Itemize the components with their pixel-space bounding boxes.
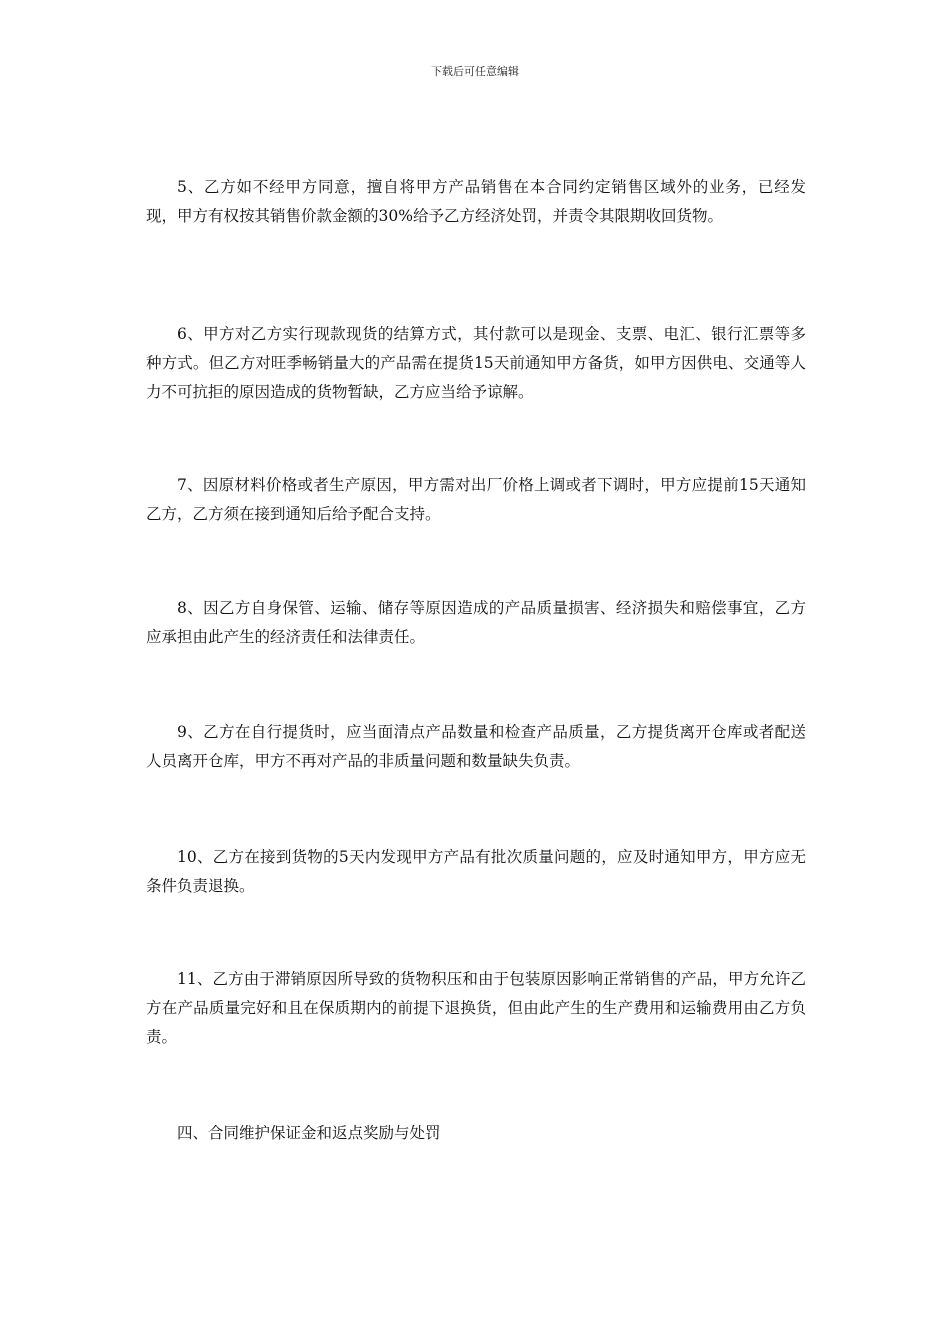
section-4-heading: 四、合同维护保证金和返点奖励与处罚 [177, 1124, 441, 1142]
clause-9-paragraph: 9、乙方在自行提货时，应当面清点产品数量和检查产品质量，乙方提货离开仓库或者配送人员离开仓库，甲方不再对产品的非质量问题和数量缺失负责。 [146, 723, 806, 770]
clause-10-paragraph: 10、乙方在接到货物的5天内发现甲方产品有批次质量问题的，应及时通知甲方，甲方应无条件负责退换。 [146, 848, 806, 895]
clause-6-paragraph: 6、甲方对乙方实行现款现货的结算方式，其付款可以是现金、支票、电汇、银行汇票等多种方式。但乙方对旺季畅销量大的产品需在提货15天前通知甲方备货，如甲方因供电、交通等人力不可抗拒的原因造成的货物暂缺，乙方应当给予谅解。 [146, 325, 806, 401]
clause-7-paragraph: 7、因原材料价格或者生产原因，甲方需对出厂价格上调或者下调时，甲方应提前15天通知乙方，乙方须在接到通知后给予配合支持。 [146, 476, 806, 523]
clause-8-paragraph: 8、因乙方自身保管、运输、储存等原因造成的产品质量损害、经济损失和赔偿事宜，乙方应承担由此产生的经济责任和法律责任。 [146, 599, 806, 646]
clause-11-paragraph: 11、乙方由于滞销原因所导致的货物积压和由于包装原因影响正常销售的产品，甲方允许乙方在产品质量完好和且在保质期内的前提下退换货，但由此产生的生产费用和运输费用由乙方负责。 [146, 970, 806, 1046]
clause-5-paragraph: 5、乙方如不经甲方同意，擅自将甲方产品销售在本合同约定销售区域外的业务，已经发现，甲方有权按其销售价款金额的30%给予乙方经济处罚，并责令其限期收回货物。 [146, 178, 806, 225]
page-header: 下载后可任意编辑 [431, 65, 519, 78]
